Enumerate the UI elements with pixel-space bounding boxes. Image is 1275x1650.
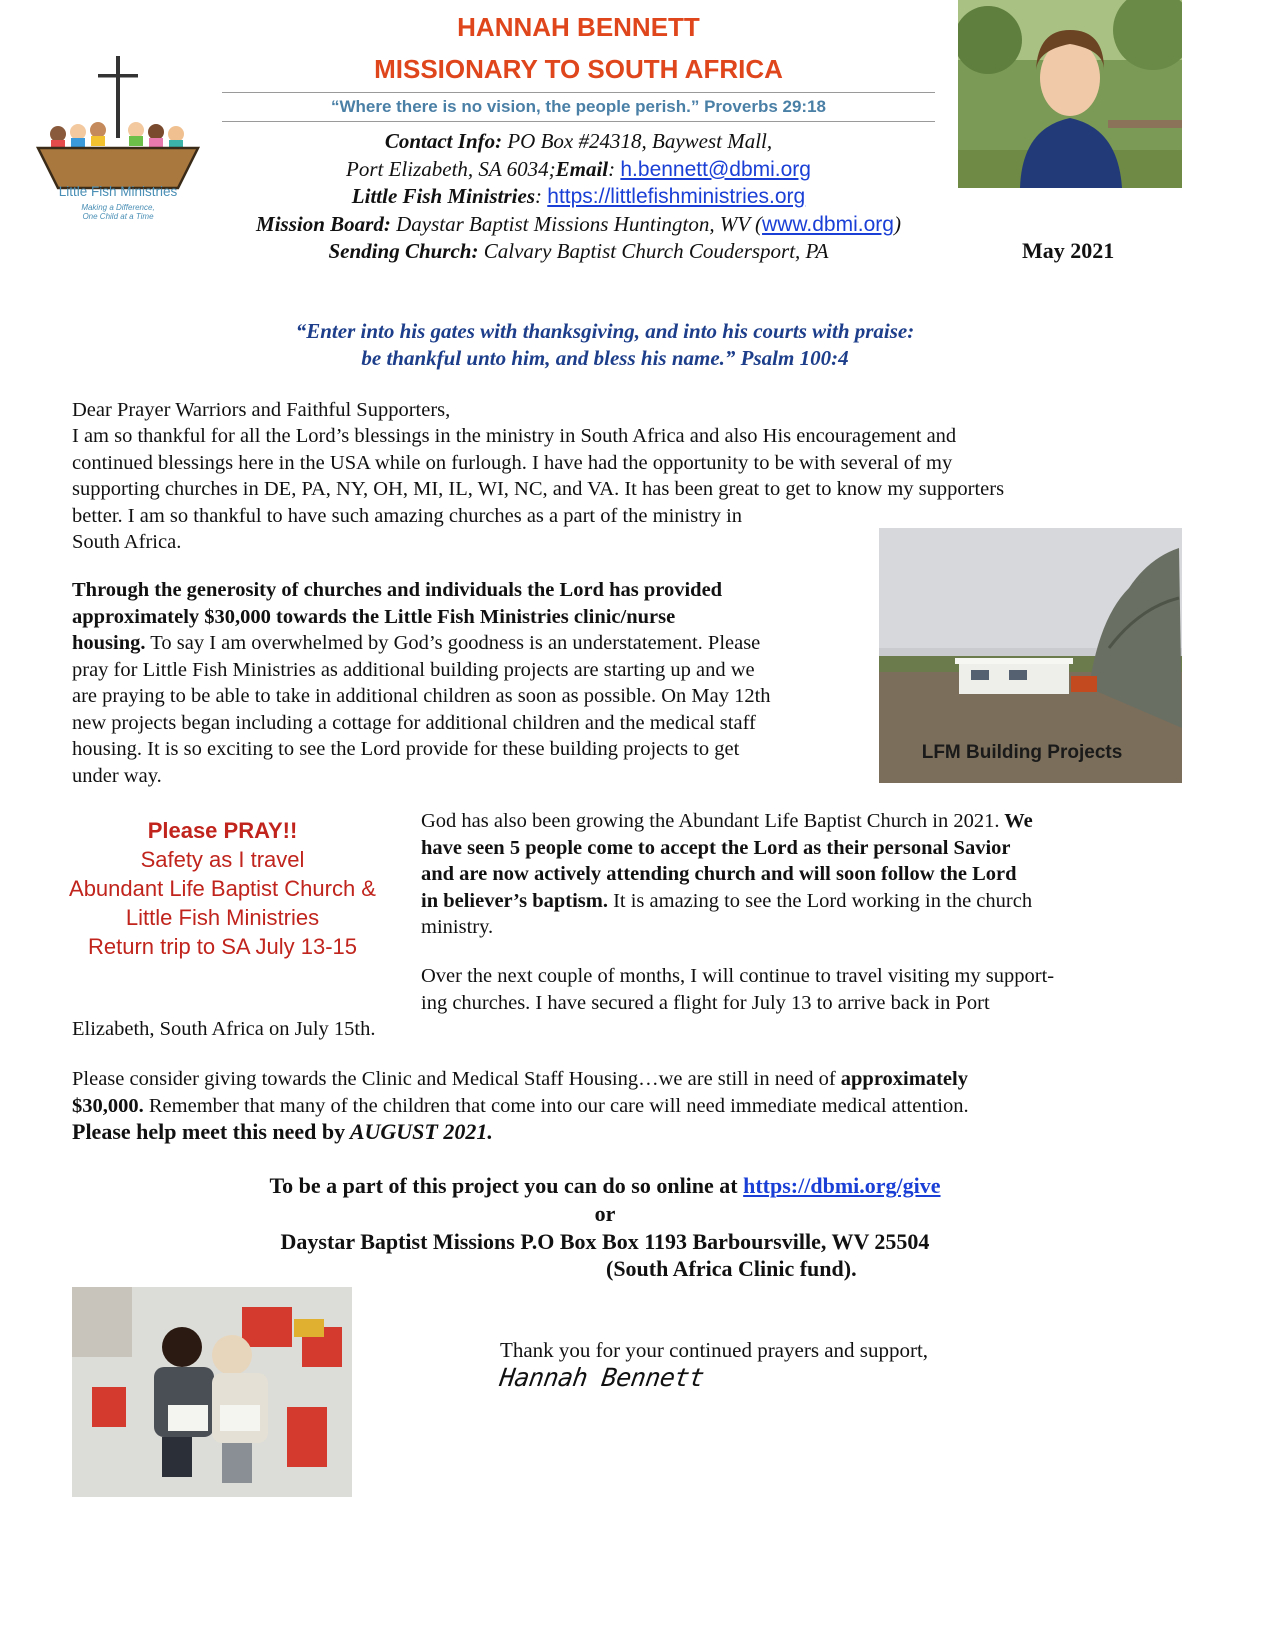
header-verse: “Where there is no vision, the people perish.” Proverbs 29:18 <box>330 97 827 116</box>
contact-info-line2: Port Elizabeth, SA 6034; <box>346 156 556 181</box>
give-link[interactable]: https://dbmi.org/give <box>743 1173 941 1198</box>
greeting: Dear Prayer Warriors and Faithful Supporters, <box>72 399 451 421</box>
p2-line: under way. <box>72 764 162 787</box>
p3-line-1 <box>421 808 1161 835</box>
p3-line4-bold: in believer’s baptism. <box>421 889 608 912</box>
portrait-photo <box>958 0 1182 188</box>
logo <box>28 50 208 230</box>
contact-line-3 <box>222 183 935 211</box>
p3-line1-normal: God has also been growing the Abundant Life Baptist Church in 2021. <box>421 810 1000 832</box>
closing-thanks: Thank you for your continued prayers and support, <box>500 1338 929 1362</box>
board-label: Mission Board: <box>256 211 391 236</box>
p2-mixed-line <box>72 630 862 657</box>
p1-line: supporting churches in DE, PA, NY, OH, MI, IL, WI, NC, and VA. It has been great to get to know my supporters <box>72 478 1005 500</box>
prayer-item: Abundant Life Baptist Church & <box>69 876 376 901</box>
psalm-line-2: be thankful unto him, and bless his name.” Psalm 100:4 <box>361 346 849 370</box>
p5-line1-normal: Please consider giving towards the Clinic and Medical Staff Housing…we are still in need of <box>72 1068 836 1090</box>
p3-line-4 <box>421 888 1161 915</box>
paragraph-3 <box>421 808 1161 941</box>
board-website-link[interactable]: www.dbmi.org <box>762 212 894 236</box>
prayer-list <box>40 816 405 961</box>
photo-caption: LFM Building Projects <box>921 742 1123 763</box>
p3-bold-line: have seen 5 people come to accept the Lord as their personal Savior <box>421 836 1011 859</box>
p1-line: continued blessings here in the USA while on furlough. I have had the opportunity to be with several of my <box>72 451 953 474</box>
give-text: To be a part of this project you can do so online at <box>269 1173 744 1198</box>
contact-line-5 <box>222 238 935 266</box>
p4-line: ing churches. I have secured a flight for July 13 to arrive back in Port <box>421 991 990 1014</box>
lfm-label: Little Fish Ministries <box>351 184 536 208</box>
logo-name: Little Fish Ministries <box>58 184 178 199</box>
give-block <box>100 1172 1110 1256</box>
prayer-item: Safety as I travel <box>140 847 305 872</box>
contact-block <box>222 128 935 266</box>
header-role: MISSIONARY TO SOUTH AFRICA <box>374 54 783 84</box>
lfm-colon: : <box>535 184 548 208</box>
p2-bold-line: Through the generosity of churches and individuals the Lord has provided <box>72 579 723 601</box>
boat-cross-logo-icon <box>28 50 208 200</box>
p5-line-3 <box>72 1119 1172 1146</box>
p2-line: housing. It is so exciting to see the Lord provide for these building projects to get <box>72 738 740 760</box>
prayer-title: Please PRAY!! <box>147 818 298 843</box>
p1-line: I am so thankful for all the Lord’s blessings in the ministry in South Africa and also His encouragement and <box>72 425 957 447</box>
p3-line4-normal: It is amazing to see the Lord working in the church <box>607 889 1033 912</box>
portrait-photo-icon <box>958 0 1182 188</box>
email-label: Email <box>555 156 609 181</box>
lfm-website-link[interactable]: https://littlefishministries.org <box>547 185 806 208</box>
logo-tagline-1: Making a Difference, <box>81 203 155 212</box>
p2-bold-line: approximately $30,000 towards the Little Fish Ministries clinic/nurse <box>72 605 676 628</box>
p4-last-line: Elizabeth, South Africa on July 15th. <box>72 1018 376 1040</box>
prayer-item: Little Fish Ministries <box>125 905 320 930</box>
building-projects-photo <box>879 528 1182 783</box>
p5-line2-normal: Remember that many of the children that come into our care will need immediate medical attention. <box>143 1094 969 1117</box>
p4-line: Over the next couple of months, I will continue to travel visiting my support- <box>421 965 1055 987</box>
newsletter-date: May 2021 <box>1022 238 1115 263</box>
give-or: or <box>594 1201 616 1226</box>
email-link[interactable]: h.bennett@dbmi.org <box>620 157 811 181</box>
p5-line-1 <box>72 1066 1172 1093</box>
contact-line-4 <box>222 211 935 239</box>
church-text: Calvary Baptist Church Coudersport, PA <box>478 239 829 263</box>
header-rule-top <box>222 92 935 93</box>
give-fund: (South Africa Clinic fund). <box>606 1256 857 1281</box>
header-name: HANNAH BENNETT <box>457 12 700 42</box>
contact-line-2 <box>222 156 935 184</box>
p3-line1-bold: We <box>999 810 1033 832</box>
church-label: Sending Church: <box>328 239 479 263</box>
p1-line: South Africa. <box>72 531 182 553</box>
contact-info-label: Contact Info: <box>384 129 503 153</box>
contact-info-line1: PO Box #24318, Baywest Mall, <box>502 129 773 153</box>
p1-line: better. I am so thankful to have such amazing churches as a part of the ministry in <box>72 504 743 527</box>
psalm-line-1: “Enter into his gates with thanksgiving, and into his courts with praise: <box>295 319 915 343</box>
email-colon: : <box>608 156 621 181</box>
p2-bold-end: housing. <box>72 632 146 654</box>
p2-line: pray for Little Fish Ministries as additional building projects are starting up and we <box>72 658 755 681</box>
board-text: Daystar Baptist Missions Huntington, WV ( <box>390 211 763 236</box>
p5-line3-italic: AUGUST 2021. <box>345 1119 493 1144</box>
children-reading-photo-icon <box>72 1287 352 1497</box>
p2-line: are praying to be able to take in additional children as soon as possible. On May 12th <box>72 685 771 707</box>
p5-line1-bold: approximately <box>835 1068 968 1090</box>
give-address: Daystar Baptist Missions P.O Box Box 1193 Barboursville, WV 25504 <box>280 1229 930 1254</box>
closing-signature: Hannah Bennett <box>497 1363 706 1392</box>
contact-line-1 <box>222 128 935 156</box>
paragraph-4 <box>421 963 1161 1016</box>
header-rule-bottom <box>222 121 935 122</box>
give-line-1 <box>100 1172 1110 1200</box>
p2-rest-first: To say I am overwhelmed by God’s goodness is an understatement. Please <box>145 632 761 654</box>
board-close: ) <box>893 211 901 236</box>
paragraph-2 <box>72 577 862 789</box>
p5-line3-bold: Please help meet this need by <box>72 1119 346 1144</box>
prayer-item: Return trip to SA July 13-15 <box>87 934 358 959</box>
p3-line-5: ministry. <box>421 916 494 938</box>
logo-tagline-2: One Child at a Time <box>82 212 154 221</box>
p5-line-2 <box>72 1093 1172 1120</box>
p2-line: new projects began including a cottage for additional children and the medical staff <box>72 711 756 734</box>
children-reading-photo <box>72 1287 352 1497</box>
paragraph-5 <box>72 1066 1172 1146</box>
p5-line2-bold: $30,000. <box>72 1094 144 1117</box>
p3-bold-line: and are now actively attending church and will soon follow the Lord <box>421 863 1017 885</box>
